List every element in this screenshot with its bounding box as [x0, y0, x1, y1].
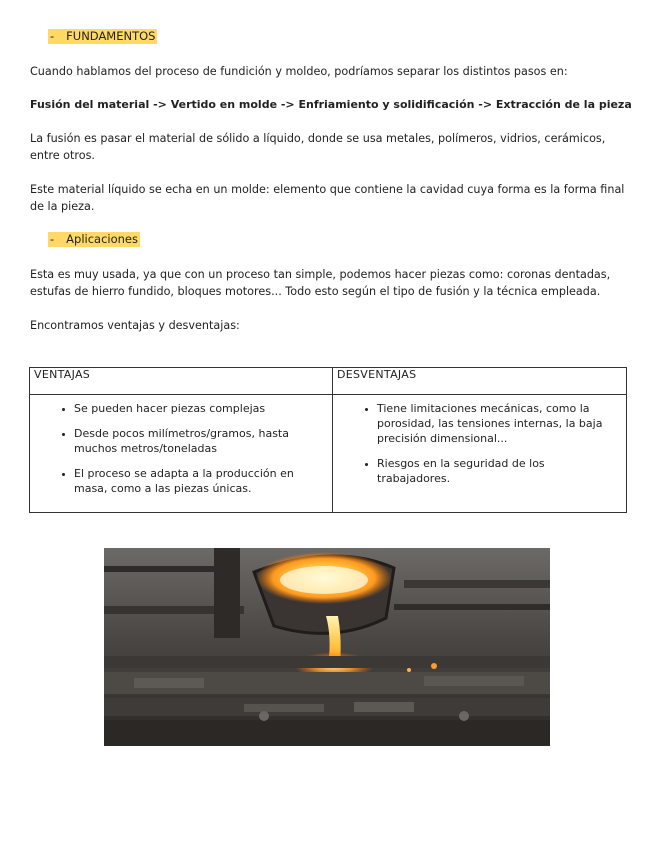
desventajas-cell	[333, 395, 627, 513]
crane-arm	[214, 548, 240, 638]
ventajas-list	[34, 401, 324, 496]
ember	[431, 663, 437, 669]
header-desventajas: DESVENTAJAS	[333, 368, 627, 395]
heading-title: Aplicaciones	[66, 232, 138, 246]
molten-core	[280, 566, 368, 594]
paragraph-intro: Cuando hablamos del proceso de fundición y moldeo, podríamos separar los distintos pasos en:	[30, 65, 568, 78]
bolt	[459, 711, 469, 721]
foundry-pouring-photo	[104, 548, 550, 746]
paragraph-molde: Este material líquido se echa en un molde: elemento que contiene la cavidad cuya forma es la forma final de la pieza.	[30, 183, 625, 213]
paragraph-ventajas-intro: Encontramos ventajas y desventajas:	[30, 319, 240, 332]
desventajas-list	[337, 401, 618, 486]
paragraph-applications: Esta es muy usada, ya que con un proceso tan simple, podemos hacer piezas como: coronas dentadas, estufas de hierro fundido, bloques motores... Todo esto según el tipo de fusión y la técnica empleada.	[30, 268, 611, 298]
list-item: • Desde pocos milímetros/gramos, hasta muchos metros/toneladas	[74, 426, 324, 456]
mold-bar	[244, 704, 324, 712]
section-heading-fundamentos	[48, 29, 157, 44]
section-heading-aplicaciones	[48, 232, 140, 247]
list-item: • Se pueden hacer piezas complejas	[74, 401, 324, 416]
rail	[104, 566, 224, 572]
list-item: • Riesgos en la seguridad de los trabajadores.	[377, 456, 618, 486]
ventajas-desventajas-table	[29, 367, 627, 513]
list-item: • El proceso se adapta a la producción en masa, como a las piezas únicas.	[74, 466, 324, 496]
rail	[404, 580, 550, 588]
heading-title: FUNDAMENTOS	[66, 29, 156, 43]
paragraph-fusion: La fusión es pasar el material de sólido a líquido, donde se usa metales, polímeros, vidrios, cerámicos, entre otros.	[30, 132, 606, 162]
header-ventajas: VENTAJAS	[30, 368, 333, 395]
foundry-illustration	[104, 548, 550, 746]
ventajas-cell	[30, 395, 333, 513]
ember	[407, 668, 411, 672]
list-item: • Tiene limitaciones mecánicas, como la porosidad, las tensiones internas, la baja precisión dimensional...	[377, 401, 618, 446]
heading-dash: -	[50, 29, 55, 43]
rail	[394, 604, 550, 610]
mold-bar	[424, 676, 524, 686]
bolt	[259, 711, 269, 721]
process-steps: Fusión del material -> Vertido en molde -> Enfriamiento y solidificación -> Extracción de la pieza	[30, 98, 632, 111]
mold-bar	[134, 678, 204, 688]
heading-dash: -	[50, 232, 55, 246]
mold-bar	[354, 702, 414, 712]
mold-plate	[104, 698, 550, 716]
mold-plate	[104, 656, 550, 668]
mold-plate	[104, 720, 550, 746]
